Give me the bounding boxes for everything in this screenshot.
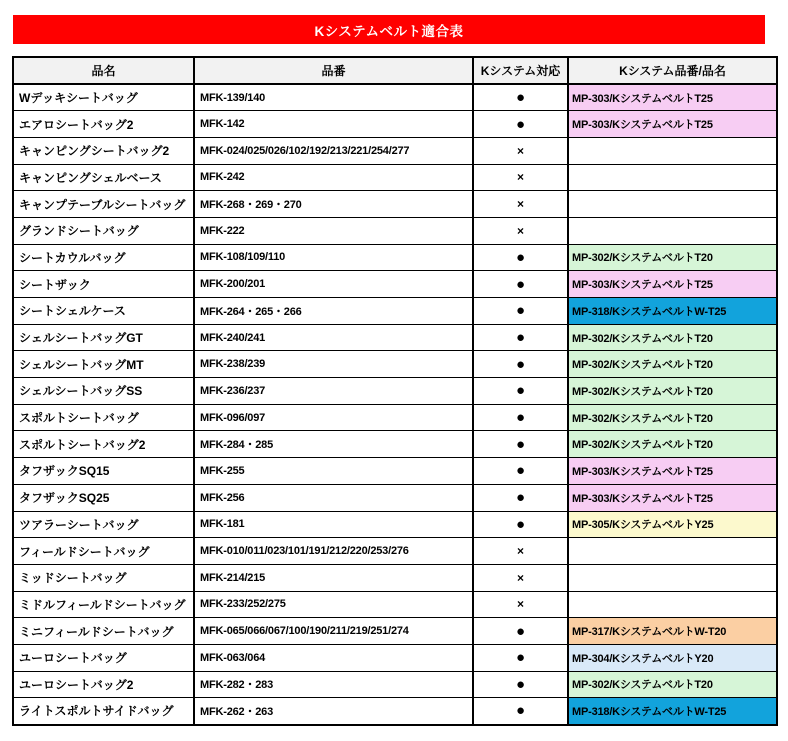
ksystem-belt-cell: MP-302/KシステムベルトT20 [568, 404, 777, 431]
table-row [13, 324, 777, 351]
table-body [13, 84, 777, 725]
ksystem-belt-cell: MP-303/KシステムベルトT25 [568, 458, 777, 485]
part-number-cell: MFK-065/066/067/100/190/211/219/251/274 [194, 618, 473, 645]
part-number-cell: MFK-214/215 [194, 564, 473, 591]
compat-mark-cell: × [473, 191, 568, 218]
table-row [13, 191, 777, 218]
ksystem-belt-cell: MP-318/KシステムベルトW-T25 [568, 698, 777, 725]
table-row [13, 431, 777, 458]
compat-mark-cell: ● [473, 84, 568, 111]
table-row [13, 111, 777, 138]
part-number-cell: MFK-256 [194, 484, 473, 511]
ksystem-belt-cell: MP-305/KシステムベルトY25 [568, 511, 777, 538]
product-name-cell: キャンピングシェルベース [13, 164, 194, 191]
product-name-cell: タフザックSQ15 [13, 458, 194, 485]
compat-mark-cell: × [473, 164, 568, 191]
ksystem-belt-cell [568, 564, 777, 591]
ksystem-belt-cell [568, 191, 777, 218]
table-row [13, 698, 777, 725]
table-row [13, 484, 777, 511]
product-name-cell: エアロシートバッグ2 [13, 111, 194, 138]
ksystem-belt-cell: MP-302/KシステムベルトT20 [568, 378, 777, 405]
product-name-cell: シートシェルケース [13, 298, 194, 325]
col-header-ksystem-part: Kシステム品番/品名 [568, 57, 777, 84]
compat-mark-cell: ● [473, 618, 568, 645]
ksystem-belt-cell: MP-302/KシステムベルトT20 [568, 671, 777, 698]
ksystem-belt-cell: MP-302/KシステムベルトT20 [568, 351, 777, 378]
part-number-cell: MFK-200/201 [194, 271, 473, 298]
table-row [13, 404, 777, 431]
ksystem-belt-cell: MP-318/KシステムベルトW-T25 [568, 298, 777, 325]
product-name-cell: キャンプテーブルシートバッグ [13, 191, 194, 218]
product-name-cell: グランドシートバッグ [13, 217, 194, 244]
table-row [13, 618, 777, 645]
ksystem-belt-cell [568, 591, 777, 618]
table-row [13, 271, 777, 298]
part-number-cell: MFK-233/252/275 [194, 591, 473, 618]
title-banner [13, 15, 765, 44]
col-header-part-number: 品番 [194, 57, 473, 84]
compat-mark-cell: ● [473, 431, 568, 458]
part-number-cell: MFK-222 [194, 217, 473, 244]
table-row [13, 164, 777, 191]
compat-mark-cell: ● [473, 378, 568, 405]
table-row [13, 298, 777, 325]
part-number-cell: MFK-096/097 [194, 404, 473, 431]
product-name-cell: ライトスポルトサイドバッグ [13, 698, 194, 725]
part-number-cell: MFK-010/011/023/101/191/212/220/253/276 [194, 538, 473, 565]
part-number-cell: MFK-181 [194, 511, 473, 538]
table-row [13, 511, 777, 538]
ksystem-belt-cell [568, 164, 777, 191]
part-number-cell: MFK-242 [194, 164, 473, 191]
part-number-cell: MFK-240/241 [194, 324, 473, 351]
table-row [13, 217, 777, 244]
compat-mark-cell: ● [473, 271, 568, 298]
part-number-cell: MFK-284・285 [194, 431, 473, 458]
ksystem-belt-cell: MP-303/KシステムベルトT25 [568, 271, 777, 298]
product-name-cell: シェルシートバッグMT [13, 351, 194, 378]
ksystem-belt-cell: MP-302/KシステムベルトT20 [568, 431, 777, 458]
compat-mark-cell: × [473, 591, 568, 618]
col-header-product-name: 品名 [13, 57, 194, 84]
ksystem-belt-cell [568, 137, 777, 164]
page-title: Kシステムベルト適合表 [314, 23, 464, 39]
compat-mark-cell: ● [473, 644, 568, 671]
product-name-cell: ツアラーシートバッグ [13, 511, 194, 538]
ksystem-belt-cell: MP-302/KシステムベルトT20 [568, 244, 777, 271]
compat-mark-cell: × [473, 538, 568, 565]
table-row [13, 644, 777, 671]
compat-mark-cell: ● [473, 324, 568, 351]
compat-mark-cell: ● [473, 244, 568, 271]
ksystem-belt-cell: MP-304/KシステムベルトY20 [568, 644, 777, 671]
part-number-cell: MFK-238/239 [194, 351, 473, 378]
part-number-cell: MFK-268・269・270 [194, 191, 473, 218]
part-number-cell: MFK-282・283 [194, 671, 473, 698]
table-row [13, 538, 777, 565]
part-number-cell: MFK-139/140 [194, 84, 473, 111]
ksystem-belt-cell [568, 217, 777, 244]
product-name-cell: フィールドシートバッグ [13, 538, 194, 565]
compat-mark-cell: ● [473, 404, 568, 431]
table-row [13, 351, 777, 378]
table-row [13, 84, 777, 111]
part-number-cell: MFK-236/237 [194, 378, 473, 405]
product-name-cell: ユーロシートバッグ2 [13, 671, 194, 698]
table-row [13, 378, 777, 405]
col-header-ksystem-compat: Kシステム対応 [473, 57, 568, 84]
ksystem-belt-cell [568, 538, 777, 565]
part-number-cell: MFK-262・263 [194, 698, 473, 725]
compat-mark-cell: ● [473, 484, 568, 511]
product-name-cell: ミニフィールドシートバッグ [13, 618, 194, 645]
ksystem-belt-cell: MP-317/KシステムベルトW-T20 [568, 618, 777, 645]
compat-mark-cell: ● [473, 298, 568, 325]
compat-mark-cell: × [473, 217, 568, 244]
ksystem-belt-cell: MP-303/KシステムベルトT25 [568, 484, 777, 511]
compatibility-table [12, 56, 778, 726]
product-name-cell: シェルシートバッグSS [13, 378, 194, 405]
part-number-cell: MFK-024/025/026/102/192/213/221/254/277 [194, 137, 473, 164]
compat-mark-cell: × [473, 137, 568, 164]
table-row [13, 244, 777, 271]
product-name-cell: ミッドシートバッグ [13, 564, 194, 591]
table-row [13, 137, 777, 164]
product-name-cell: スポルトシートバッグ2 [13, 431, 194, 458]
product-name-cell: シェルシートバッグGT [13, 324, 194, 351]
product-name-cell: スポルトシートバッグ [13, 404, 194, 431]
compat-mark-cell: ● [473, 671, 568, 698]
product-name-cell: キャンピングシートバッグ2 [13, 137, 194, 164]
part-number-cell: MFK-255 [194, 458, 473, 485]
compat-mark-cell: ● [473, 351, 568, 378]
compat-mark-cell: ● [473, 698, 568, 725]
ksystem-belt-cell: MP-303/KシステムベルトT25 [568, 84, 777, 111]
table-row [13, 671, 777, 698]
product-name-cell: ミドルフィールドシートバッグ [13, 591, 194, 618]
product-name-cell: Wデッキシートバッグ [13, 84, 194, 111]
compat-mark-cell: ● [473, 111, 568, 138]
ksystem-belt-cell: MP-303/KシステムベルトT25 [568, 111, 777, 138]
part-number-cell: MFK-264・265・266 [194, 298, 473, 325]
product-name-cell: シートカウルバッグ [13, 244, 194, 271]
ksystem-belt-cell: MP-302/KシステムベルトT20 [568, 324, 777, 351]
part-number-cell: MFK-063/064 [194, 644, 473, 671]
header-row [13, 57, 777, 84]
table-row [13, 458, 777, 485]
compat-mark-cell: ● [473, 511, 568, 538]
product-name-cell: タフザックSQ25 [13, 484, 194, 511]
compat-mark-cell: ● [473, 458, 568, 485]
product-name-cell: シートザック [13, 271, 194, 298]
table-row [13, 591, 777, 618]
product-name-cell: ユーロシートバッグ [13, 644, 194, 671]
part-number-cell: MFK-142 [194, 111, 473, 138]
part-number-cell: MFK-108/109/110 [194, 244, 473, 271]
compat-mark-cell: × [473, 564, 568, 591]
table-row [13, 564, 777, 591]
